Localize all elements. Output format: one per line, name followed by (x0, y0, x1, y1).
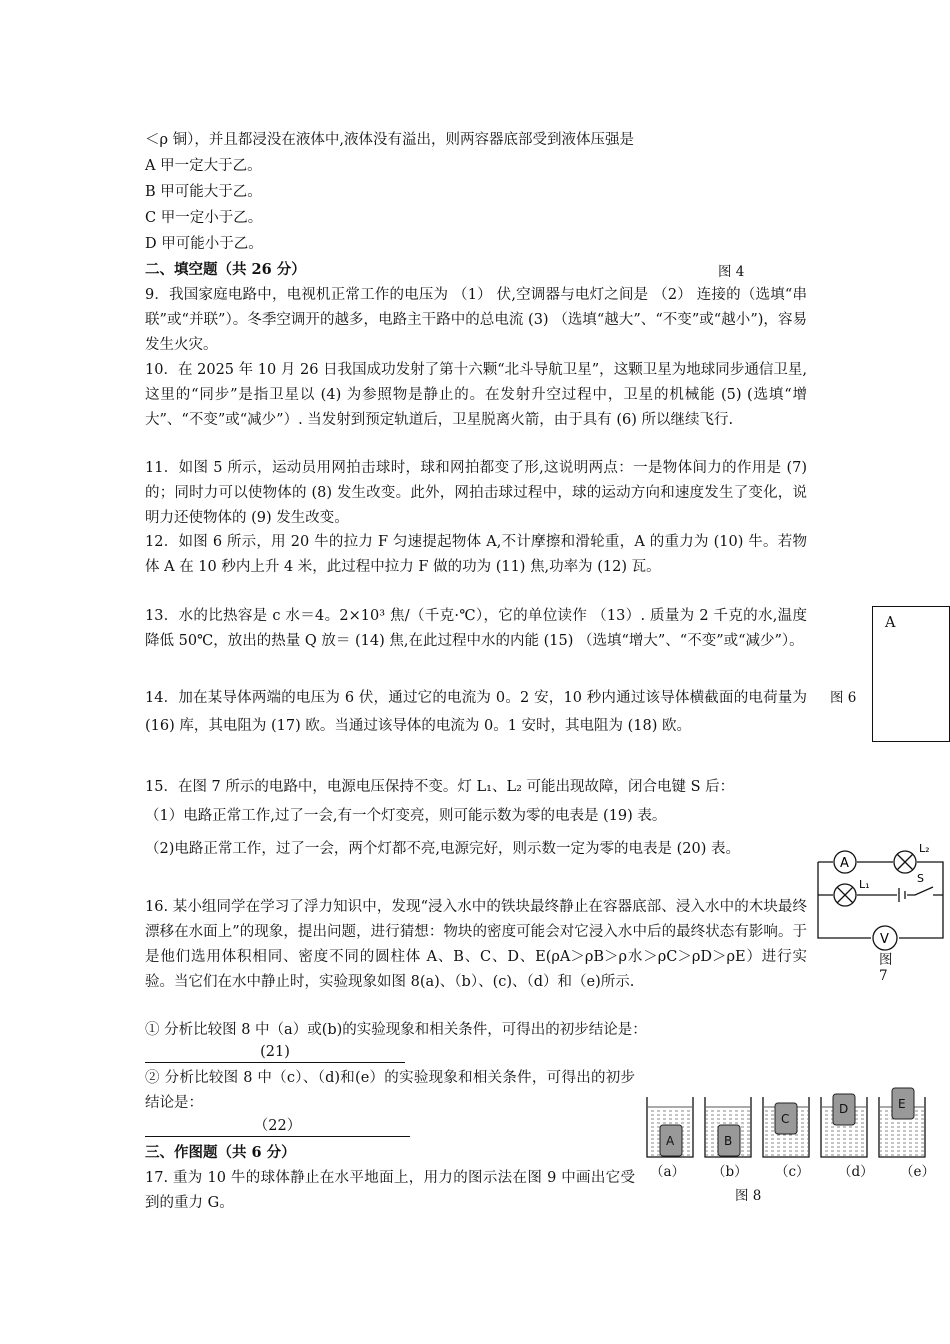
fig8-label-d: （d） (838, 1164, 874, 1180)
fig8-block-c-label: C (781, 1112, 790, 1126)
q8-stem: ＜ρ 铜），并且都浸没在液体中,液体没有溢出，则两容器底部受到液体压强是 (145, 132, 634, 148)
fig8-label-e: （e） (900, 1164, 935, 1180)
q8-option-a: A 甲一定大于乙。 (145, 158, 262, 174)
q8-option-c: C 甲一定小于乙。 (145, 210, 263, 226)
fig8-block-e-label: E (898, 1097, 906, 1111)
fig6-block-a (872, 606, 950, 742)
q8-option-b: B 甲可能大于乙。 (145, 184, 262, 200)
section-fill-title: 二、填空题（共 26 分） (145, 261, 306, 278)
fig8-label-a: （a） (650, 1164, 686, 1180)
question-10: 10．在 2025 年 10 月 26 日我国成功发射了第十六颗“北斗导航卫星”，这颗卫星为地球同步通信卫星,这里的“同步”是指卫星以 (4) 为参照物是静止的。在发射升空过程中，卫星的机械能 (5) (选填“增大”、“不变”或“减少”）. 当发射到预定轨道后，卫星脱离火箭，由于具有 (6) 所以继续飞行. (145, 362, 807, 428)
question-16-stem: 16. 某小组同学在学习了浮力知识中，发现“浸入水中的铁块最终静止在容器底部、浸入水中的木块最终漂移在水面上”的现象，提出问题，进行猜想：物块的密度可能会对它浸入水中后的最终状态有影响。于是他们选用体积相同、密度不同的圆柱体 A、B、C、D、E(ρA＞ρB＞ρ水＞ρC＞ρD＞ρE）进行实验。当它们在水中静止时，实验现象如图 8(a)、（b）、(c)、（d）和（e)所示. (145, 899, 807, 990)
section-drawing-title: 三、作图题（共 6 分） (145, 1144, 296, 1161)
answer-blank-21: (21) (145, 1042, 405, 1063)
fig6-caption: 图 6 (830, 690, 857, 706)
fig7-switch-label: S (917, 872, 924, 885)
fig8-label-c: （c） (775, 1164, 810, 1180)
fig7-lamp1-label: L₁ (859, 878, 870, 891)
fig8-label-b: （b） (712, 1164, 748, 1180)
question-16-part1: ① 分析比较图 8 中（a）或(b)的实验现象和相关条件，可得出的初步结论是： (145, 1022, 647, 1038)
fig8-beakers (645, 1085, 950, 1160)
fig6-block-label: A (885, 615, 896, 631)
fig8-block-b-label: B (724, 1134, 733, 1148)
fig8-caption: 图 8 (735, 1188, 762, 1204)
question-15-stem: 15．在图 7 所示的电路中，电源电压保持不变。灯 L₁、L₂ 可能出现故障，闭合电键 S 后： (145, 779, 735, 795)
fig7-lamp2-label: L₂ (919, 842, 930, 855)
question-9: 9．我国家庭电路中，电视机正常工作的电压为 （1） 伏,空调器与电灯之间是 （2） 连接的（选填“串联”或“并联”）。冬季空调开的越多，电路主干路中的总电流 (3) （选填“越大”、“不变”或“越小”)，容易发生火灾。 (145, 287, 807, 353)
question-15-part1: （1）电路正常工作,过了一会,有一个灯变亮，则可能示数为零的电表是 (19) 表。 (145, 808, 667, 824)
fig4-label: 图 4 (718, 264, 745, 280)
answer-blank-22: （22） (145, 1116, 410, 1137)
fig8-block-d-label: D (839, 1102, 849, 1116)
question-15-part2: （2)电路正常工作，过了一会，两个灯都不亮,电源完好，则示数一定为零的电表是 (20) 表。 (145, 841, 740, 857)
fig7-voltmeter-label: V (880, 932, 889, 947)
fig7-caption: 图 7 (879, 952, 893, 984)
question-16-part2: ② 分析比较图 8 中（c）、（d)和(e）的实验现象和相关条件，可得出的初步结论是： (145, 1070, 635, 1111)
question-12: 12．如图 6 所示，用 20 牛的拉力 F 匀速提起物体 A,不计摩擦和滑轮重，A 的重力为 (10) 牛。若物体 A 在 10 秒内上升 4 米，此过程中拉力 F 做的功为 (11) 焦,功率为 (12) 瓦。 (145, 534, 807, 575)
fig8-block-a-label: A (666, 1134, 675, 1148)
question-17: 17. 重为 10 牛的球体静止在水平地面上，用力的图示法在图 9 中画出它受到的重力 G。 (145, 1170, 635, 1211)
q8-option-d: D 甲可能小于乙。 (145, 236, 263, 252)
question-13: 13．水的比热容是 c 水＝4。2×10³ 焦/（千克·℃），它的单位读作 （13）. 质量为 2 千克的水,温度降低 50℃，放出的热量 Q 放＝ (14) 焦,在此过程中水的内能 (15) （选填“增大”、“不变”或“减少”）。 (145, 608, 807, 649)
question-11: 11．如图 5 所示，运动员用网拍击球时，球和网拍都变了形,这说明两点：一是物体间力的作用是 (7) 的；同时力可以使物体的 (8) 发生改变。此外，网拍击球过程中，球的运动方向和速度发生了变化，说明力还使物体的 (9) 发生改变。 (145, 460, 807, 526)
question-14: 14．加在某导体两端的电压为 6 伏，通过它的电流为 0。2 安，10 秒内通过该导体横截面的电荷量为 (16) 库，其电阻为 (17) 欧。当通过该导体的电流为 0。1 安时，其电阻为 (18) 欧。 (145, 690, 807, 734)
fig7-ammeter-label: A (840, 856, 849, 871)
